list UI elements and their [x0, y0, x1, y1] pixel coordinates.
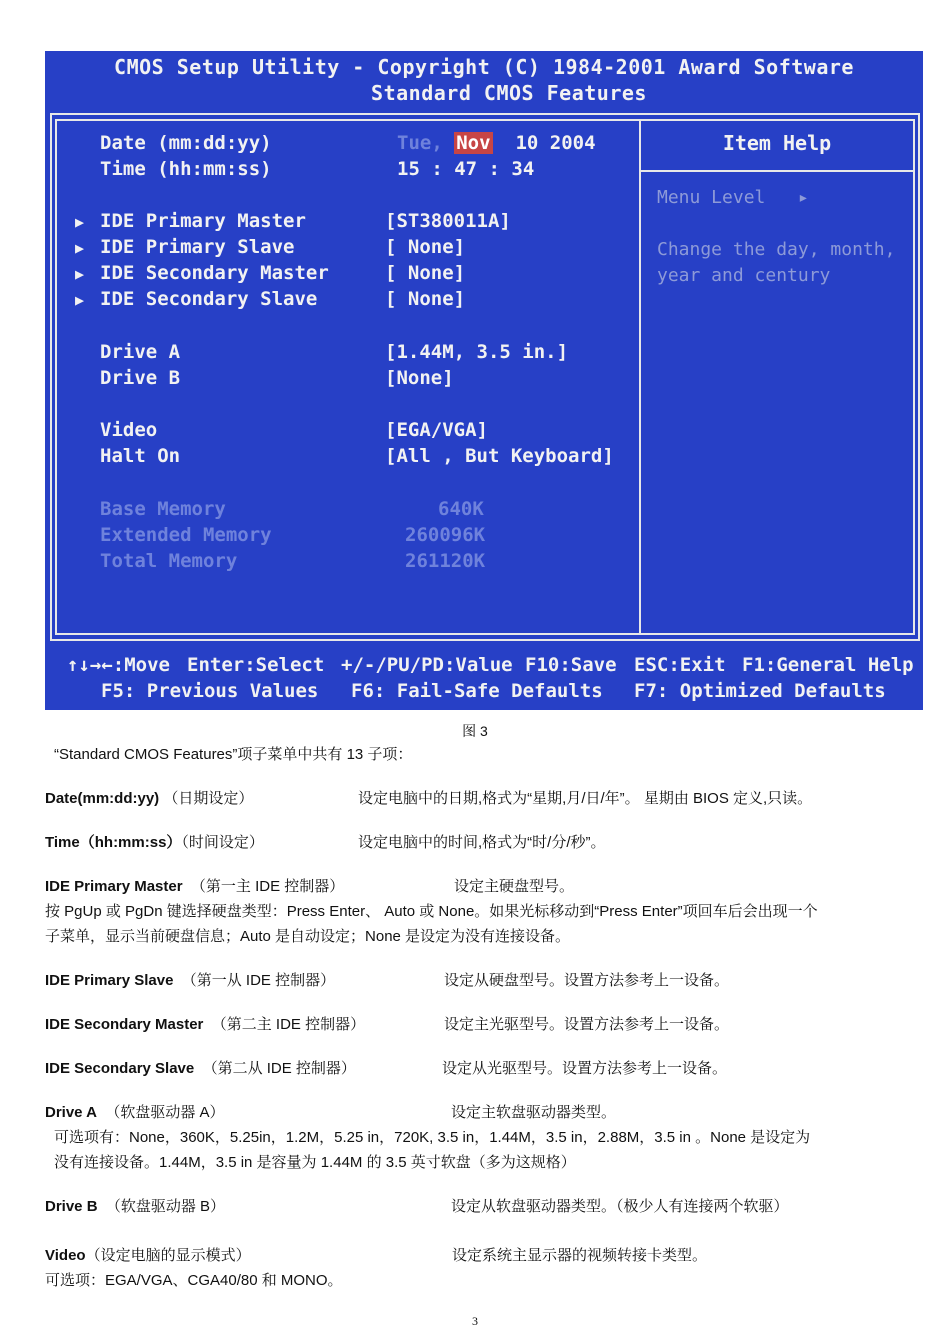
drive-b-value[interactable]: [None] [385, 367, 454, 389]
video-cn: （设定电脑的显示模式） [85, 1247, 251, 1264]
figure-caption: 图 3 [462, 723, 488, 739]
total-memory-label: Total Memory [100, 550, 238, 572]
iss-cn: （第二从 IDE 控制器） [202, 1060, 356, 1077]
date-value[interactable] [397, 132, 596, 154]
drive-a-term: Drive A [45, 1104, 97, 1121]
ide-primary-master-label[interactable]: IDE Primary Master [100, 210, 306, 232]
ide-secondary-master-label[interactable]: IDE Secondary Master [100, 262, 329, 284]
time-desc: 设定电脑中的时间,格式为“时/分/秒”。 [358, 834, 606, 851]
drive-b-term: Drive B [45, 1198, 98, 1215]
drive-b-label: Drive B [100, 367, 181, 389]
date-term: Date(mm:dd:yy) [45, 790, 160, 807]
time-value[interactable]: 15 : 47 : 34 [397, 158, 535, 180]
bios-help-title-divider [641, 170, 913, 172]
date-month-selected[interactable]: Nov [456, 132, 491, 154]
ipm-detail-1: 按 PgUp 或 PgDn 键选择硬盘类型：Press Enter、 Auto 或 None。如果光标移动到“Press Enter”项回车后会出现一个 [45, 903, 818, 920]
submenu-arrow-icon: ▶ [75, 265, 85, 283]
ips-entry [45, 971, 335, 991]
ism-desc: 设定主光驱型号。设置方法参考上一设备。 [444, 1016, 730, 1033]
video-desc: 设定系统主显示器的视频转接卡类型。 [452, 1247, 708, 1264]
drive-a-cn: （软盘驱动器 A） [105, 1104, 225, 1121]
footer-save: F10:Save [525, 654, 617, 676]
date-entry [45, 789, 253, 809]
bios-header-title: CMOS Setup Utility - Copyright (C) 1984-2001 Award Software [114, 55, 854, 79]
bios-header-subtitle: Standard CMOS Features [371, 81, 647, 105]
ism-entry [45, 1015, 365, 1035]
footer-fail-safe: F6: Fail-Safe Defaults [351, 680, 603, 702]
drive-a-detail-1: 可选项有：None，360K，5.25in，1.2M，5.25 in，720K, 3.5 in，1.44M，3.5 in，2.88M，3.5 in 。None 是设定为 [54, 1129, 811, 1146]
extended-memory-value: 260096K [405, 524, 486, 546]
drive-a-entry [45, 1103, 225, 1123]
ism-term: IDE Secondary Master [45, 1016, 204, 1033]
submenu-arrow-icon: ▶ [75, 239, 85, 257]
date-desc: 设定电脑中的日期,格式为“星期,月/日/年”。 星期由 BIOS 定义,只读。 [358, 790, 813, 807]
video-value[interactable]: [EGA/VGA] [385, 419, 488, 441]
date-day-year: 10 2004 [515, 132, 596, 154]
menu-level-arrow-icon: ▸ [797, 187, 809, 208]
ips-desc: 设定从硬盘型号。设置方法参考上一设备。 [444, 972, 730, 989]
ips-term: IDE Primary Slave [45, 972, 174, 989]
intro-text: “Standard CMOS Features”项子菜单中共有 13 子项： [54, 746, 413, 763]
time-label: Time (hh:mm:ss) [100, 158, 272, 180]
drive-a-desc: 设定主软盘驱动器类型。 [451, 1104, 617, 1121]
date-label: Date (mm:dd:yy) [100, 132, 272, 154]
footer-previous-values: F5: Previous Values [101, 680, 319, 702]
ide-primary-slave-label[interactable]: IDE Primary Slave [100, 236, 295, 258]
time-entry [45, 833, 264, 853]
ide-secondary-master-value[interactable]: [ None] [385, 262, 466, 284]
drive-b-entry [45, 1197, 225, 1217]
footer-move: ↑↓→←:Move [67, 654, 170, 676]
ipm-detail-2: 子菜单，显示当前硬盘信息；Auto 是自动设定；None 是设定为没有连接设备。 [45, 928, 571, 945]
video-entry [45, 1246, 251, 1266]
date-day: Tue, [397, 132, 443, 154]
footer-exit: ESC:Exit [634, 654, 726, 676]
ide-primary-slave-value[interactable]: [ None] [385, 236, 466, 258]
iss-desc: 设定从光驱型号。设置方法参考上一设备。 [442, 1060, 728, 1077]
ipm-cn: （第一主 IDE 控制器） [190, 878, 345, 895]
drive-a-detail-2: 没有连接设备。1.44M，3.5 in 是容量为 1.44M 的 3.5 英寸软盘（多为这规格） [54, 1154, 576, 1171]
drive-a-value[interactable]: [1.44M, 3.5 in.] [385, 341, 569, 363]
footer-value: +/-/PU/PD:Value [341, 654, 513, 676]
iss-entry [45, 1059, 356, 1079]
ism-cn: （第二主 IDE 控制器） [211, 1016, 366, 1033]
video-label: Video [100, 419, 158, 441]
help-line-1: Change the day, month, [657, 239, 896, 260]
video-detail: 可选项：EGA/VGA、CGA40/80 和 MONO。 [45, 1272, 343, 1289]
base-memory-label: Base Memory [100, 498, 226, 520]
drive-b-desc: 设定从软盘驱动器类型。（极少人有连接两个软驱） [451, 1198, 789, 1215]
iss-term: IDE Secondary Slave [45, 1060, 195, 1077]
time-term: Time（hh:mm:ss） [45, 834, 182, 851]
footer-optimized: F7: Optimized Defaults [634, 680, 886, 702]
ipm-term: IDE Primary Master [45, 878, 183, 895]
footer-select: Enter:Select [187, 654, 325, 676]
drive-b-cn: （软盘驱动器 B） [105, 1198, 226, 1215]
submenu-arrow-icon: ▶ [75, 213, 85, 231]
footer-general-help: F1:General Help [742, 654, 914, 676]
ide-primary-master-value[interactable]: [ST380011A] [385, 210, 511, 232]
submenu-arrow-icon: ▶ [75, 291, 85, 309]
date-cn: （日期设定） [163, 790, 254, 807]
ips-cn: （第一从 IDE 控制器） [181, 972, 336, 989]
drive-a-label: Drive A [100, 341, 181, 363]
help-line-2: year and century [657, 265, 831, 286]
ide-secondary-slave-value[interactable]: [ None] [385, 288, 466, 310]
total-memory-value: 261120K [405, 550, 486, 572]
extended-memory-label: Extended Memory [100, 524, 272, 546]
time-cn: （时间设定） [181, 834, 264, 851]
ipm-desc: 设定主硬盘型号。 [454, 878, 575, 895]
item-help-title: Item Help [722, 131, 832, 155]
page-number: 3 [472, 1314, 478, 1328]
halt-on-label: Halt On [100, 445, 181, 467]
base-memory-value: 640K [438, 498, 484, 520]
video-term: Video [45, 1247, 86, 1264]
bios-screenshot [45, 51, 923, 710]
bios-help-divider [639, 119, 641, 635]
ipm-entry [45, 877, 344, 897]
halt-on-value[interactable]: [All , But Keyboard] [385, 445, 614, 467]
ide-secondary-slave-label[interactable]: IDE Secondary Slave [100, 288, 318, 310]
menu-level: Menu Level ▸ [657, 187, 809, 208]
